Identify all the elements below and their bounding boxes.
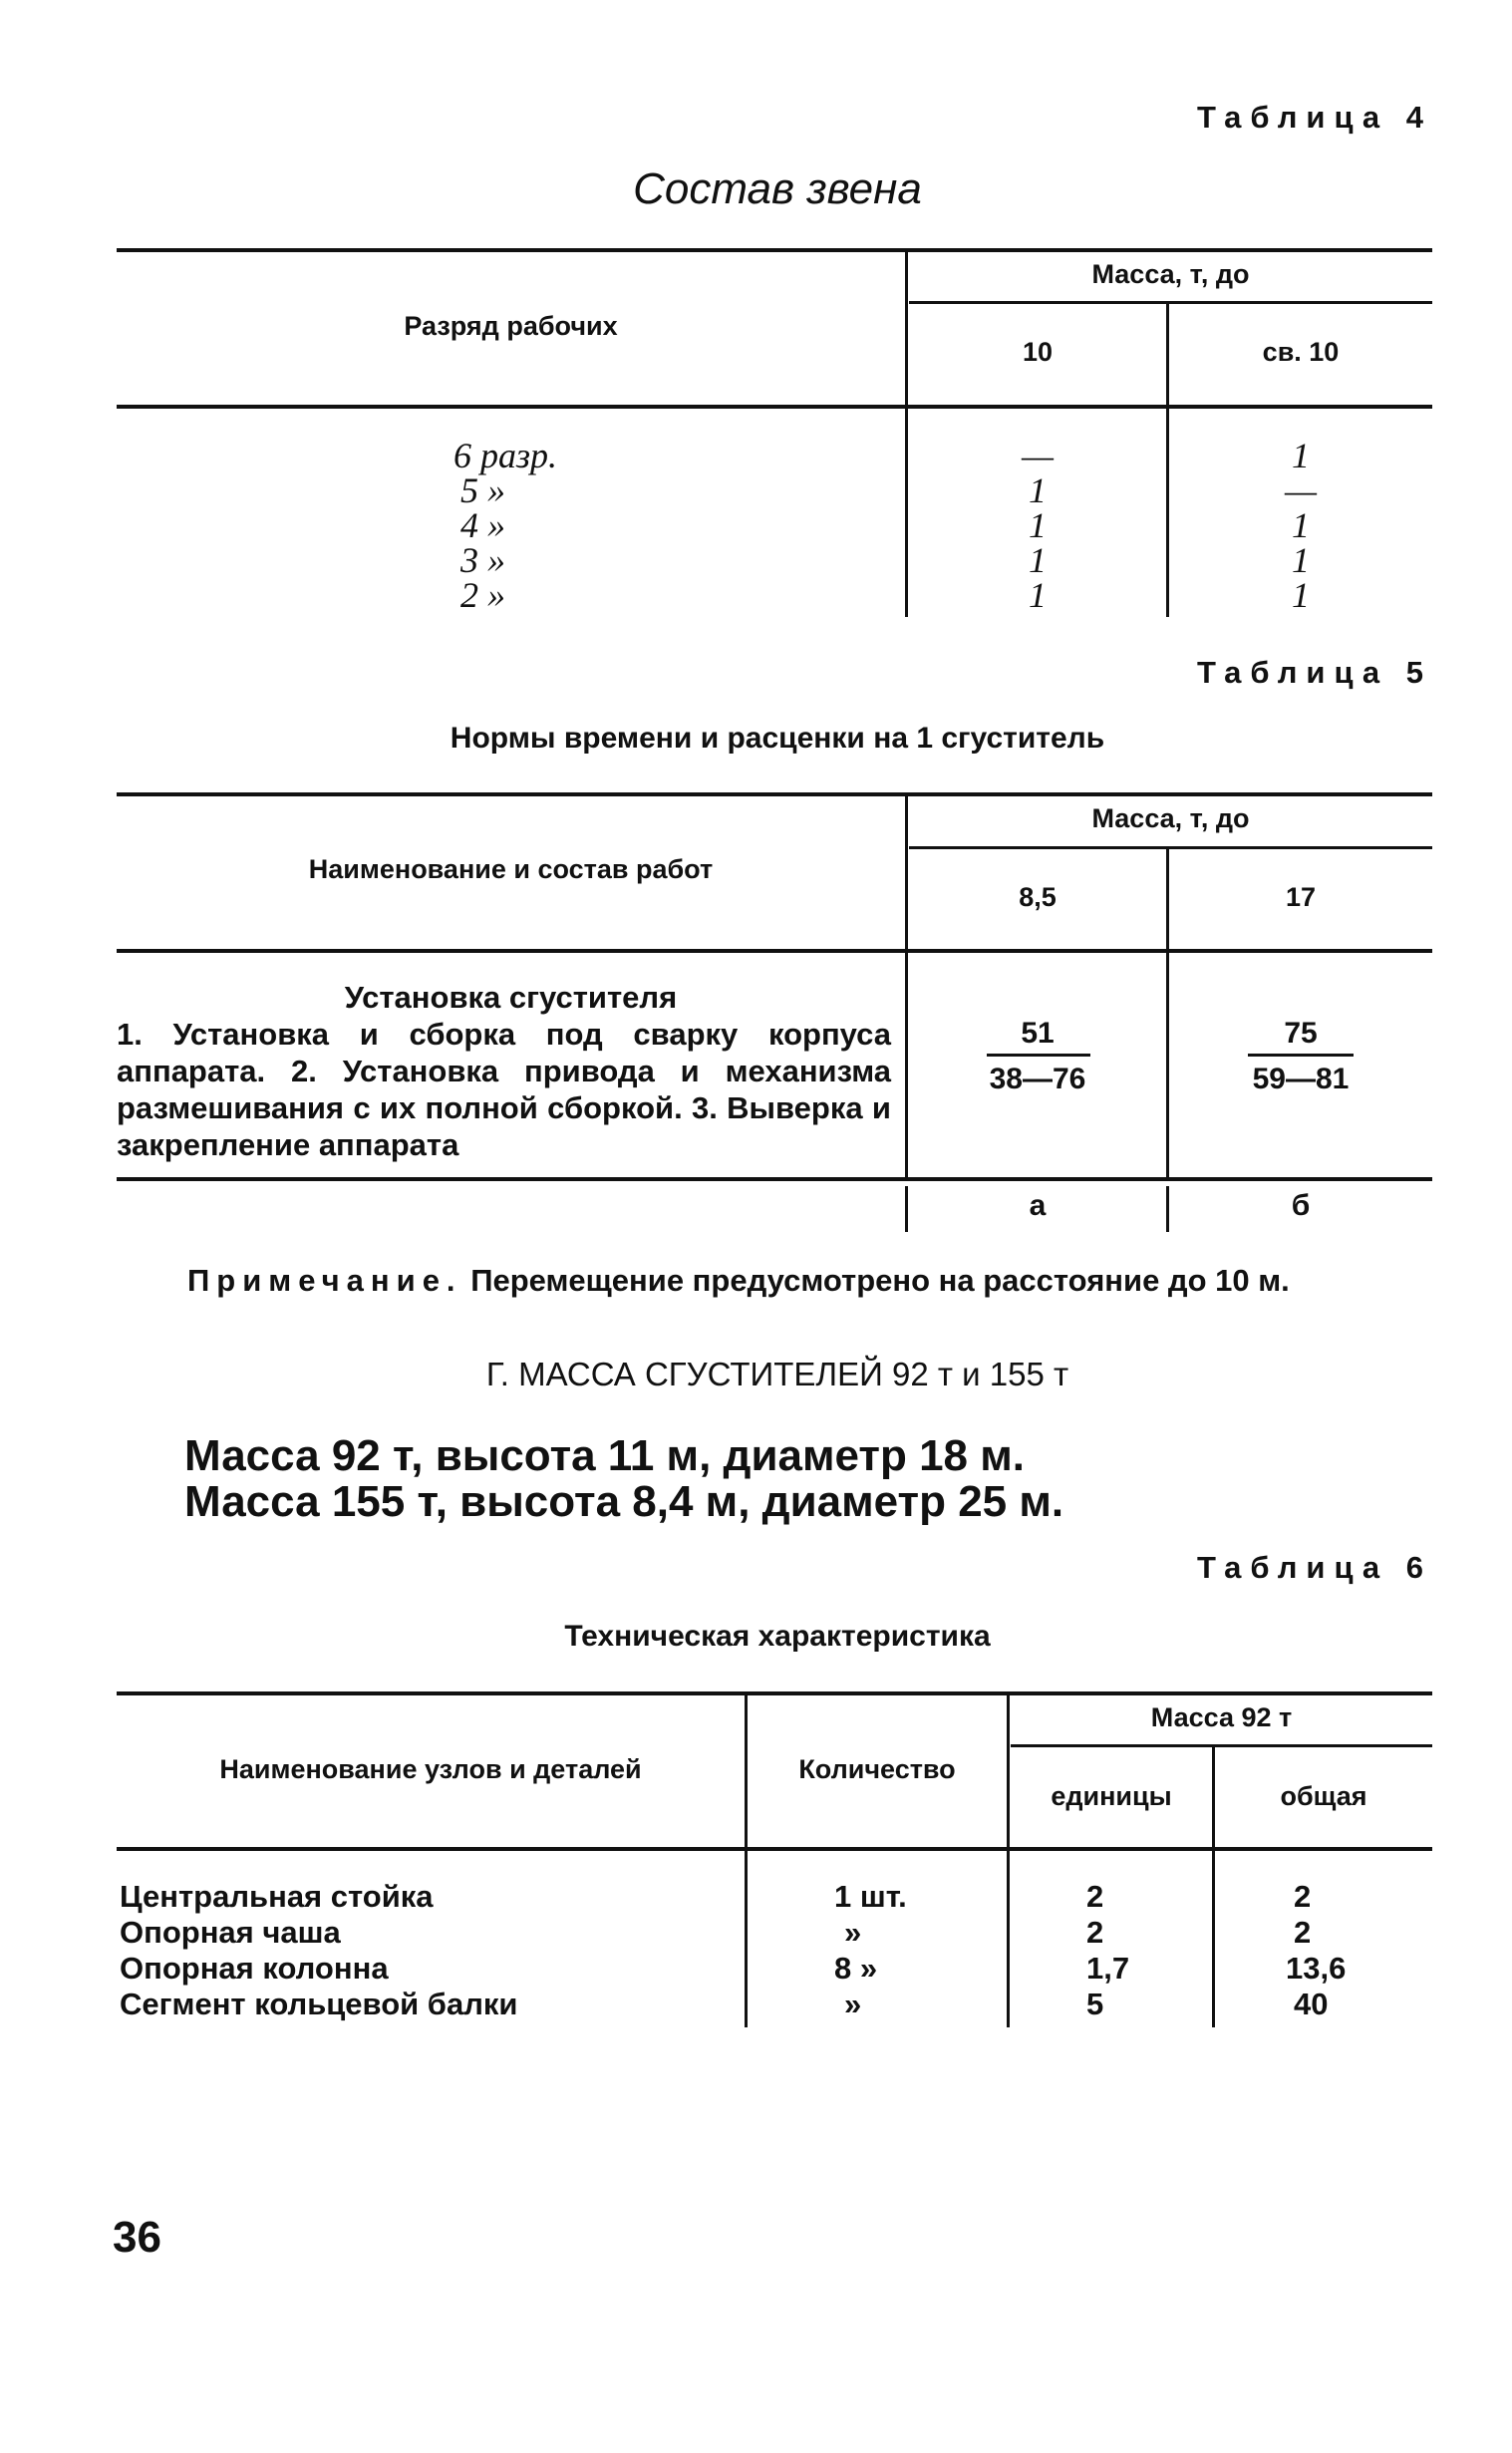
- table4-col-mass-group: Масса, т, до: [1091, 259, 1250, 289]
- table4-label: Таблица 4: [1196, 100, 1432, 135]
- table6-row-name: Опорная колонна: [120, 1951, 389, 1986]
- table4-row-c2: 1: [1292, 540, 1310, 580]
- table4-row-rank: 5 »: [460, 470, 505, 510]
- table6-label: Таблица 6: [1196, 1550, 1432, 1585]
- table6-row-unit: 2: [1086, 1915, 1104, 1950]
- table5-val1-top: 51: [1021, 1017, 1055, 1050]
- table5-val2-bottom: 59—81: [1252, 1063, 1350, 1095]
- table6-row-name: Центральная стойка: [120, 1879, 434, 1914]
- table6-col-mass-group: Масса 92 т: [1150, 1702, 1293, 1732]
- table4-col-2: св. 10: [1262, 337, 1340, 367]
- table4-row-c1: 1: [1029, 540, 1047, 580]
- table6-row-total: 2: [1294, 1879, 1312, 1914]
- table4-row-c2: 1: [1292, 436, 1310, 475]
- table5-work-text: 1. Установка и сборка под сварку корпуса аппарата. 2. Установка привода и механизма размешивания с их полной сборкой. 3. Выверка и закрепление аппарата: [117, 1017, 891, 1162]
- table4-row-c1: 1: [1029, 470, 1047, 510]
- table6-row-name: Опорная чаша: [120, 1915, 341, 1950]
- table6-row-total: 13,6: [1286, 1951, 1347, 1986]
- table6-col-qty: Количество: [798, 1754, 956, 1784]
- table6-row-qty: 8 »: [834, 1951, 878, 1986]
- table5-footer-2: б: [1291, 1189, 1311, 1222]
- table6-row-qty: 1 шт.: [834, 1879, 907, 1914]
- table6-col-unit: единицы: [1051, 1781, 1172, 1811]
- table4-row-rank: 6 разр.: [454, 436, 558, 475]
- table6-row-qty: »: [844, 1915, 862, 1950]
- table4-row-rank: 4 »: [460, 505, 505, 545]
- table4-col-worker-rank: Разряд рабочих: [404, 311, 618, 341]
- table5-label: Таблица 5: [1196, 655, 1432, 690]
- table4-row-c1: 1: [1029, 505, 1047, 545]
- table6-col-total: общая: [1280, 1781, 1367, 1811]
- table5-col-2: 17: [1285, 882, 1317, 912]
- note-text: Перемещение предусмотрено на расстояние до 10 м.: [470, 1263, 1290, 1298]
- section-g-line1: Масса 92 т, высота 11 м, диаметр 18 м.: [184, 1431, 1026, 1480]
- table4-row-c1: —: [1021, 436, 1054, 475]
- table6-row-unit: 5: [1086, 1987, 1104, 2021]
- table4-col-1: 10: [1022, 337, 1054, 367]
- table5-title: Нормы времени и расценки на 1 сгуститель: [450, 722, 1105, 755]
- note-label: Примечание.: [187, 1263, 462, 1298]
- table5-val1-bottom: 38—76: [989, 1063, 1086, 1095]
- table4-row-c2: —: [1284, 470, 1317, 510]
- section-g-heading: Г. МАССА СГУСТИТЕЛЕЙ 92 т и 155 т: [485, 1356, 1069, 1392]
- table5-footer-1: а: [1029, 1189, 1047, 1222]
- table6-row-total: 40: [1294, 1987, 1329, 2021]
- table5-col-1: 8,5: [1019, 882, 1057, 912]
- table5-work-title: Установка сгустителя: [344, 980, 678, 1015]
- table6-row-unit: 2: [1086, 1879, 1104, 1914]
- table4-row-c2: 1: [1292, 575, 1310, 615]
- table4-row-rank: 3 »: [460, 540, 505, 580]
- table6-row-name: Сегмент кольцевой балки: [120, 1987, 518, 2021]
- table4-row-rank: 2 »: [460, 575, 505, 615]
- table4-row-c2: 1: [1292, 505, 1310, 545]
- table5-val2-top: 75: [1284, 1017, 1318, 1050]
- table6-col-name: Наименование узлов и деталей: [219, 1754, 642, 1784]
- page-number: 36: [113, 2213, 161, 2262]
- table5-col-mass-group: Масса, т, до: [1091, 803, 1250, 833]
- table6-row-unit: 1,7: [1086, 1951, 1130, 1986]
- table6-title: Техническая характеристика: [564, 1620, 991, 1653]
- section-g-line2: Масса 155 т, высота 8,4 м, диаметр 25 м.: [184, 1477, 1064, 1526]
- table6-row-total: 2: [1294, 1915, 1312, 1950]
- table6-row-qty: »: [844, 1987, 862, 2021]
- table5-col-work: Наименование и состав работ: [308, 854, 714, 884]
- table4-row-c1: 1: [1029, 575, 1047, 615]
- table4-title: Состав звена: [633, 164, 922, 213]
- table5-note: [187, 1263, 1290, 1299]
